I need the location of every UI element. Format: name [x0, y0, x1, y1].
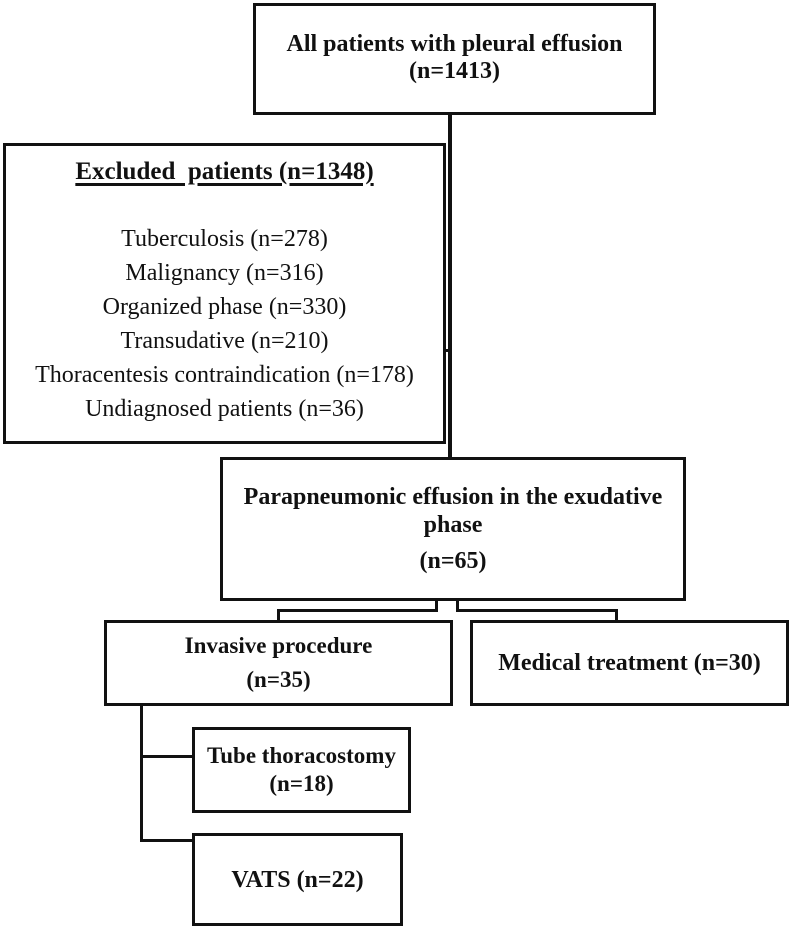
excluded-item-tuberculosis: Tuberculosis (n=278) [121, 226, 328, 252]
excluded-item-transudative: Transudative (n=210) [120, 328, 329, 354]
box-tube-count: (n=18) [269, 771, 334, 796]
box-tube-thoracostomy [192, 727, 411, 813]
box-all-patients-title: All patients with pleural effusion [286, 31, 623, 57]
box-all-patients [253, 3, 656, 115]
box-invasive-count: (n=35) [246, 667, 311, 692]
box-all-patients-count: (n=1413) [408, 58, 500, 84]
box-excluded-patients [3, 143, 446, 444]
connector-tube-branch [140, 755, 192, 758]
box-tube-title: Tube thoracostomy [207, 743, 396, 768]
excluded-item-malignancy: Malignancy (n=316) [125, 260, 324, 286]
connector-medical-horizontal [456, 609, 618, 612]
connector-invasive-branch-vertical [140, 704, 143, 842]
box-parapneumonic-title: Parapneumonic effusion in the exudative phase [243, 484, 663, 538]
box-invasive-procedure [104, 620, 453, 706]
excluded-patients-list [35, 222, 414, 426]
box-parapneumonic-count: (n=65) [419, 548, 487, 574]
box-medical-title: Medical treatment (n=30) [498, 650, 761, 676]
box-vats [192, 833, 403, 926]
connector-trunk-vertical [448, 113, 452, 459]
excluded-item-organized-phase: Organized phase (n=330) [102, 294, 347, 320]
excluded-item-thoracentesis-contraindication: Thoracentesis contraindication (n=178) [35, 362, 414, 388]
excluded-patients-heading: Excluded patients (n=1348) [75, 158, 374, 185]
connector-invasive-horizontal [277, 609, 438, 612]
box-medical-treatment [470, 620, 789, 706]
excluded-item-undiagnosed: Undiagnosed patients (n=36) [85, 396, 364, 422]
connector-vats-branch [140, 839, 193, 842]
box-invasive-title: Invasive procedure [184, 633, 373, 658]
box-parapneumonic-effusion [220, 457, 686, 601]
box-vats-title: VATS (n=22) [231, 866, 364, 893]
